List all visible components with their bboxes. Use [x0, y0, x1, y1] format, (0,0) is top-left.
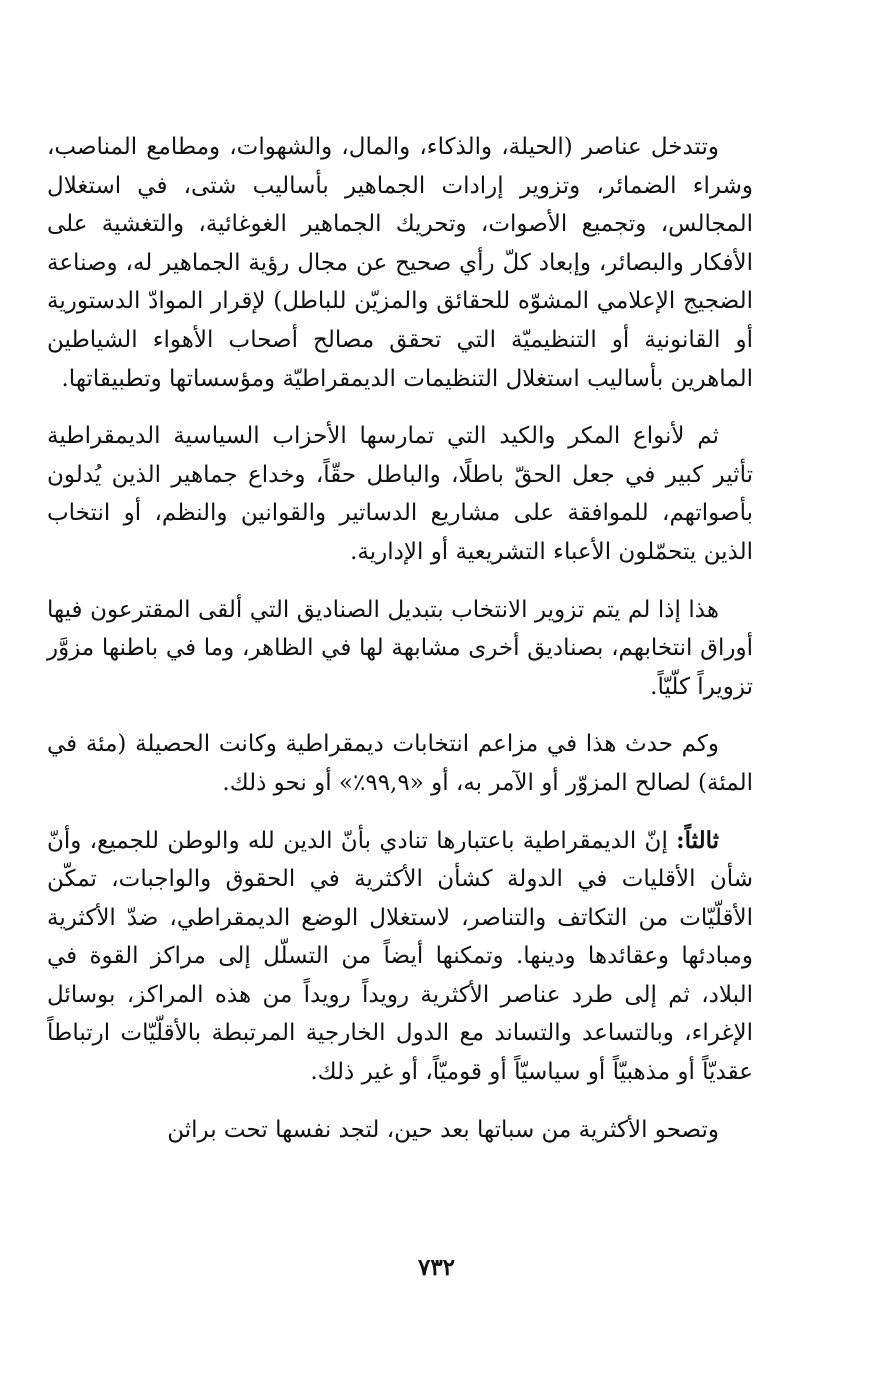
page-body — [47, 128, 753, 1149]
paragraph-1 — [47, 128, 753, 398]
paragraph-2 — [47, 417, 753, 571]
paragraph-6-text: وتصحو الأكثرية من سباتها بعد حين، لتجد نفسها تحت براثن — [167, 1116, 719, 1143]
paragraph-1-text: وتتدخل عناصر (الحيلة، والذكاء، والمال، والشهوات، ومطامع المناصب، وشراء الضمائر، وتزوير إرادات الجماهير بأساليب شتى، في استغلال المجالس، وتجميع الأصوات، وتحريك الجماهير الغوغائية، والتغشية على الأفكار والبصائر، وإبعاد كلّ رأي صحيح عن مجال رؤية الجماهير له، وصناعة الضجيج الإعلامي المشوّه للحقائق والمزيّن للباطل) لإقرار الموادّ الدستورية أو القانونية أو التنظيميّة التي تحقق مصالح أصحاب الأهواء الشياطين الماهرين بأساليب استغلال التنظيمات الديمقراطيّة ومؤسساتها وتطبيقاتها. — [47, 134, 754, 392]
paragraph-2-text: ثم لأنواع المكر والكيد التي تمارسها الأحزاب السياسية الديمقراطية تأثير كبير في جعل الحقّ باطلًا، والباطل حقّاً، وخداع جماهير الذين يُدلون بأصواتهم، للموافقة على مشاريع الدساتير والقوانين والنظم، أو انتخاب الذين يتحمّلون الأعباء التشريعية أو الإدارية. — [47, 423, 753, 565]
paragraph-5-lead: ثالثاً: — [676, 826, 719, 854]
paragraph-3 — [47, 591, 753, 707]
paragraph-5 — [47, 822, 753, 1092]
paragraph-4 — [47, 725, 753, 802]
paragraph-3-text: هذا إذا لم يتم تزوير الانتخاب بتبديل الصناديق التي ألقى المقترعون فيها أوراق انتخابهم، بصناديق أخرى مشابهة لها في الظاهر، وما في باطنها مزوَّر تزويراً كلّيّاً. — [47, 596, 753, 700]
paragraph-5-text: إنّ الديمقراطية باعتبارها تنادي بأنّ الدين لله والوطن للجميع، وأنّ شأن الأقليات في الدولة كشأن الأكثرية في الحقوق والواجبات، تمكّن الأقلّيّات من التكاتف والتناصر، لاستغلال الوضع الديمقراطي، ضدّ الأكثرية ومبادئها وعقائدها ودينها. وتمكنها أيضاً من التسلّل إلى مراكز القوة في البلاد، ثم إلى طرد عناصر الأكثرية رويداً رويداً من هذه المراكز، بوسائل الإغراء، وبالتساعد والتساند مع الدول الخارجية المرتبطة بالأقلّيّات ارتباطاً عقديّاً أو مذهبيّاً أو سياسيّاً أو قوميّاً، أو غير ذلك. — [47, 827, 753, 1086]
paragraph-4-text: وكم حدث هذا في مزاعم انتخابات ديمقراطية وكانت الحصيلة (مئة في المئة) لصالح المزوّر أو الآمر به، أو «٩٩,٩٪» أو نحو ذلك. — [47, 731, 753, 796]
page-number: ٧٣٢ — [417, 1254, 456, 1281]
paragraph-6 — [47, 1111, 753, 1150]
